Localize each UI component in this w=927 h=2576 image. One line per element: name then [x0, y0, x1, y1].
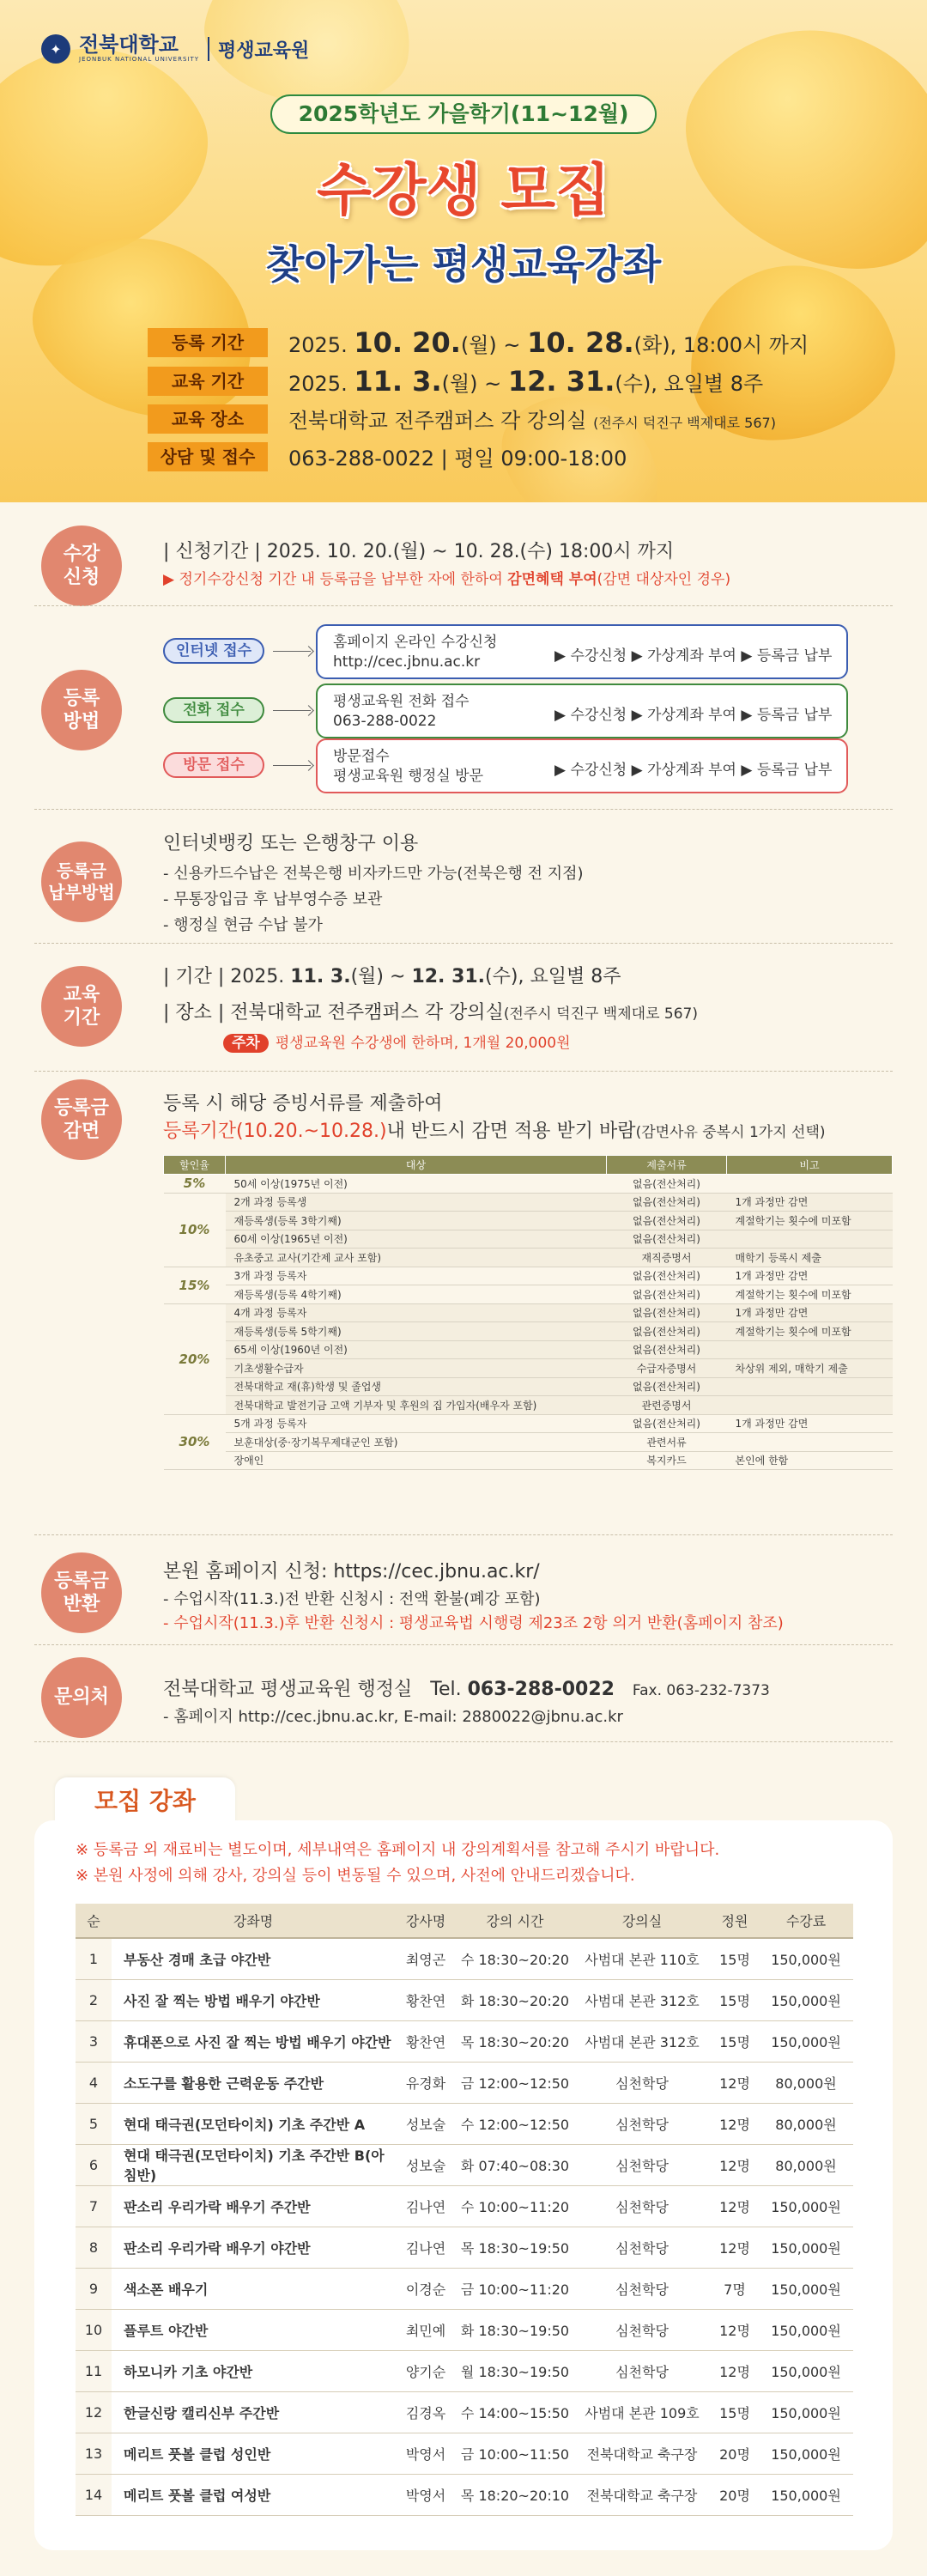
- course-number: 12: [76, 2391, 112, 2433]
- table-row: [164, 1303, 893, 1322]
- payment-title: 인터넷뱅킹 또는 은행창구 이용: [163, 833, 419, 854]
- course-instructor: 이경순: [395, 2268, 457, 2309]
- discount-note: 1개 과정만 감면: [727, 1414, 893, 1433]
- section-badge-refund: 등록금 반환: [41, 1552, 122, 1633]
- discount-note: 1개 과정만 감면: [727, 1193, 893, 1212]
- discount-note: 계절학기는 횟수에 미포함: [727, 1322, 893, 1341]
- table-header-row: [164, 1156, 893, 1175]
- university-emblem-icon: ✦: [41, 34, 70, 64]
- info-label: 교육 장소: [148, 404, 268, 434]
- course-capacity: 15명: [711, 1938, 759, 1979]
- section-divider: [34, 605, 893, 606]
- payment-item: - 무통장입금 후 납부영수증 보관: [163, 890, 383, 908]
- discount-target: 5개 과정 등록자: [226, 1414, 607, 1433]
- period-dates: | 기간 | 2025. 11. 3.(월) ~ 12. 31.(수), 요일별 8주: [163, 966, 621, 987]
- discount-note: 계절학기는 횟수에 미포함: [727, 1285, 893, 1304]
- logo-department: 평생교육원: [218, 39, 310, 62]
- course-room: 심천학당: [573, 2227, 711, 2268]
- courses-panel: [34, 1820, 893, 2550]
- course-instructor: 김나연: [395, 2227, 457, 2268]
- discount-doc: 관련서류: [607, 1433, 727, 1452]
- discount-rate: 5%: [164, 1175, 226, 1194]
- table-row: [164, 1414, 893, 1433]
- discount-doc: 없음(전산처리): [607, 1322, 727, 1341]
- course-instructor: 김나연: [395, 2185, 457, 2227]
- discount-doc: 복지카드: [607, 1451, 727, 1470]
- course-capacity: 15명: [711, 1979, 759, 2020]
- discount-note: 매학기 등록시 제출: [727, 1249, 893, 1267]
- table-header-row: [76, 1904, 853, 1938]
- course-time: 수 14:00~15:50: [457, 2391, 573, 2433]
- logo-university-name: 전북대학교: [79, 33, 179, 57]
- discount-note: [727, 1433, 893, 1452]
- payment-item: - 행정실 현금 수납 불가: [163, 916, 323, 934]
- course-instructor: 최민예: [395, 2309, 457, 2350]
- table-row[interactable]: [76, 2185, 853, 2227]
- table-row: [164, 1175, 893, 1194]
- table-row[interactable]: [76, 2391, 853, 2433]
- course-capacity: 12명: [711, 2062, 759, 2103]
- course-name: 하모니카 기초 야간반: [112, 2350, 395, 2391]
- method-desc: 평생교육원 전화 접수 063-288-0022: [333, 693, 470, 730]
- logo-divider: [208, 37, 209, 61]
- method-desc: 방문접수 평생교육원 행정실 방문: [333, 748, 484, 785]
- course-fee: 80,000원: [759, 2062, 853, 2103]
- course-fee: 150,000원: [759, 2309, 853, 2350]
- column-header: 순: [76, 1904, 112, 1938]
- course-capacity: 12명: [711, 2350, 759, 2391]
- method-desc: 홈페이지 온라인 수강신청 http://cec.jbnu.ac.kr: [333, 634, 498, 671]
- discount-doc: 없음(전산처리): [607, 1212, 727, 1230]
- course-capacity: 12명: [711, 2103, 759, 2144]
- course-fee: 150,000원: [759, 2268, 853, 2309]
- section-divider: [34, 809, 893, 810]
- info-row-place: [148, 404, 776, 434]
- course-fee: 150,000원: [759, 2433, 853, 2474]
- discount-target: 장애인: [226, 1451, 607, 1470]
- discount-table: [163, 1155, 893, 1470]
- info-label: 상담 및 접수: [148, 442, 268, 471]
- course-room: 전북대학교 축구장: [573, 2474, 711, 2515]
- table-row: [164, 1285, 893, 1304]
- discount-target: 재등록생(등록 4학기째): [226, 1285, 607, 1304]
- discount-doc: 없음(전산처리): [607, 1285, 727, 1304]
- discount-target: 재등록생(등록 5학기째): [226, 1322, 607, 1341]
- course-fee: 150,000원: [759, 2350, 853, 2391]
- course-capacity: 15명: [711, 2020, 759, 2062]
- course-capacity: 12명: [711, 2309, 759, 2350]
- discount-rate: 10%: [164, 1193, 226, 1267]
- course-fee: 150,000원: [759, 2391, 853, 2433]
- table-row[interactable]: [76, 2227, 853, 2268]
- discount-doc: 없음(전산처리): [607, 1340, 727, 1359]
- course-name: 색소폰 배우기: [112, 2268, 395, 2309]
- table-row: [164, 1193, 893, 1212]
- table-row[interactable]: [76, 1979, 853, 2020]
- info-value: 063-288-0022 | 평일 09:00-18:00: [288, 447, 627, 471]
- discount-target: 3개 과정 등록자: [226, 1267, 607, 1285]
- section-divider: [34, 943, 893, 944]
- table-row: [164, 1340, 893, 1359]
- page-subtitle: 찾아가는 평생교육강좌: [265, 241, 662, 288]
- table-row: [164, 1249, 893, 1267]
- parking-tag: 주차: [223, 1034, 269, 1053]
- course-instructor: 김경옥: [395, 2391, 457, 2433]
- column-header: 강사명: [395, 1904, 457, 1938]
- section-badge-discount: 등록금 감면: [41, 1079, 122, 1160]
- course-number: 6: [76, 2144, 112, 2185]
- course-fee: 150,000원: [759, 2185, 853, 2227]
- discount-target: 재등록생(등록 3학기째): [226, 1212, 607, 1230]
- table-row[interactable]: [76, 2474, 853, 2515]
- course-name: 휴대폰으로 사진 잘 찍는 방법 배우기 야간반: [112, 2020, 395, 2062]
- course-time: 화 18:30~20:20: [457, 1979, 573, 2020]
- register-tag-internet: 인터넷 접수: [163, 638, 264, 664]
- courses-tab: 모집 강좌: [55, 1777, 235, 1826]
- course-name: 현대 태극권(모던타이치) 기초 주간반 B(아침반): [112, 2144, 395, 2185]
- course-time: 금 12:00~12:50: [457, 2062, 573, 2103]
- course-instructor: 박영서: [395, 2433, 457, 2474]
- course-number: 3: [76, 2020, 112, 2062]
- course-room: 전북대학교 축구장: [573, 2433, 711, 2474]
- method-steps: ▶ 수강신청 ▶ 가상계좌 부여 ▶ 등록금 납부: [554, 647, 833, 665]
- column-header: 제출서류: [607, 1156, 727, 1175]
- arrow-icon: [273, 710, 311, 711]
- courses-notice: ※ 본원 사정에 의해 강사, 강의실 등이 변동될 수 있으며, 사전에 안내드리겠습니다.: [76, 1867, 635, 1885]
- course-fee: 80,000원: [759, 2144, 853, 2185]
- course-name: 메리트 풋볼 클럽 성인반: [112, 2433, 395, 2474]
- refund-line1: 본원 홈페이지 신청: https://cec.jbnu.ac.kr/: [163, 1561, 540, 1583]
- column-header: 강좌명: [112, 1904, 395, 1938]
- course-name: 판소리 우리가락 배우기 야간반: [112, 2227, 395, 2268]
- apply-note: ▶ 정기수강신청 기간 내 등록금을 납부한 자에 한하여 감면혜택 부여(감면 대상자인 경우): [163, 571, 731, 588]
- table-row[interactable]: [76, 2268, 853, 2309]
- arrow-icon: [273, 765, 311, 766]
- course-instructor: 양기순: [395, 2350, 457, 2391]
- discount-target: 전북대학교 발전기금 고액 기부자 및 후원의 집 가입자(배우자 포함): [226, 1396, 607, 1415]
- section-divider: [34, 1741, 893, 1742]
- discount-target: 유초중고 교사(기간제 교사 포함): [226, 1249, 607, 1267]
- register-method-visit: [316, 738, 848, 793]
- table-row[interactable]: [76, 2433, 853, 2474]
- info-label: 등록 기간: [148, 328, 268, 357]
- info-value: 2025. 10. 20.(월) ~ 10. 28.(화), 18:00시 까지: [288, 326, 809, 359]
- discount-rate: 30%: [164, 1414, 226, 1470]
- course-number: 7: [76, 2185, 112, 2227]
- course-time: 수 10:00~11:20: [457, 2185, 573, 2227]
- discount-target: 보훈대상(중·장기복무제대군인 포함): [226, 1433, 607, 1452]
- course-name: 소도구를 활용한 근력운동 주간반: [112, 2062, 395, 2103]
- course-number: 13: [76, 2433, 112, 2474]
- course-room: 사범대 본관 312호: [573, 2020, 711, 2062]
- course-number: 10: [76, 2309, 112, 2350]
- table-row[interactable]: [76, 2062, 853, 2103]
- course-instructor: 황찬연: [395, 2020, 457, 2062]
- table-row: [164, 1267, 893, 1285]
- period-place: | 장소 | 전북대학교 전주캠퍼스 각 강의실(전주시 덕진구 백제대로 567): [163, 1002, 698, 1024]
- table-row: [164, 1396, 893, 1415]
- discount-note: 계절학기는 횟수에 미포함: [727, 1212, 893, 1230]
- table-row[interactable]: [76, 2309, 853, 2350]
- info-row-period: [148, 365, 763, 398]
- info-value: 전북대학교 전주캠퍼스 각 강의실 (전주시 덕진구 백제대로 567): [288, 409, 776, 433]
- apply-period: | 신청기간 | 2025. 10. 20.(월) ~ 10. 28.(수) 18:00시 까지: [163, 541, 675, 562]
- discount-note: [727, 1377, 893, 1396]
- info-label: 교육 기간: [148, 367, 268, 396]
- course-room: 심천학당: [573, 2309, 711, 2350]
- course-instructor: 성보술: [395, 2103, 457, 2144]
- column-header: 정원: [711, 1904, 759, 1938]
- course-name: 플루트 야간반: [112, 2309, 395, 2350]
- university-logo[interactable]: [41, 34, 309, 64]
- course-time: 수 18:30~20:20: [457, 1938, 573, 1979]
- course-time: 금 10:00~11:20: [457, 2268, 573, 2309]
- course-room: 사범대 본관 109호: [573, 2391, 711, 2433]
- course-number: 9: [76, 2268, 112, 2309]
- discount-target: 65세 이상(1960년 이전): [226, 1340, 607, 1359]
- section-badge-apply: 수강 신청: [41, 526, 122, 606]
- discount-note: [727, 1396, 893, 1415]
- table-row[interactable]: [76, 1938, 853, 1979]
- method-steps: ▶ 수강신청 ▶ 가상계좌 부여 ▶ 등록금 납부: [554, 762, 833, 779]
- table-row: [164, 1230, 893, 1249]
- column-header: 강의실: [573, 1904, 711, 1938]
- discount-doc: 없음(전산처리): [607, 1230, 727, 1249]
- course-instructor: 성보술: [395, 2144, 457, 2185]
- course-name: 메리트 풋볼 클럽 여성반: [112, 2474, 395, 2515]
- course-time: 화 07:40~08:30: [457, 2144, 573, 2185]
- discount-target: 전북대학교 재(휴)학생 및 졸업생: [226, 1377, 607, 1396]
- column-header: 강의 시간: [457, 1904, 573, 1938]
- hero-banner: [0, 0, 927, 502]
- course-capacity: 15명: [711, 2391, 759, 2433]
- course-number: 14: [76, 2474, 112, 2515]
- course-fee: 150,000원: [759, 1979, 853, 2020]
- course-capacity: 20명: [711, 2474, 759, 2515]
- course-fee: 150,000원: [759, 1938, 853, 1979]
- course-time: 화 18:30~19:50: [457, 2309, 573, 2350]
- course-name: 사진 잘 찍는 방법 배우기 야간반: [112, 1979, 395, 2020]
- discount-doc: 없음(전산처리): [607, 1414, 727, 1433]
- contact-line2: - 홈페이지 http://cec.jbnu.ac.kr, E-mail: 2880022@jbnu.ac.kr: [163, 1708, 623, 1726]
- info-row-contact: [148, 441, 627, 471]
- discount-target: 기초생활수급자: [226, 1359, 607, 1378]
- discount-note: 1개 과정만 감면: [727, 1303, 893, 1322]
- info-row-registration: [148, 326, 809, 359]
- course-instructor: 황찬연: [395, 1979, 457, 2020]
- discount-note: [727, 1230, 893, 1249]
- course-room: 사범대 본관 110호: [573, 1938, 711, 1979]
- discount-note: [727, 1340, 893, 1359]
- course-room: 심천학당: [573, 2350, 711, 2391]
- table-row[interactable]: [76, 2020, 853, 2062]
- course-time: 목 18:30~19:50: [457, 2227, 573, 2268]
- course-time: 목 18:20~20:10: [457, 2474, 573, 2515]
- discount-doc: 없음(전산처리): [607, 1303, 727, 1322]
- course-name: 한글신랑 캘리신부 주간반: [112, 2391, 395, 2433]
- contact-line1: 전북대학교 평생교육원 행정실 Tel. 063-288-0022 Fax. 063-232-7373: [163, 1679, 770, 1700]
- column-header: 대상: [226, 1156, 607, 1175]
- section-divider: [34, 1534, 893, 1535]
- table-row[interactable]: [76, 2144, 853, 2185]
- column-header: 비고: [727, 1156, 893, 1175]
- course-number: 1: [76, 1938, 112, 1979]
- course-capacity: 20명: [711, 2433, 759, 2474]
- course-time: 수 12:00~12:50: [457, 2103, 573, 2144]
- course-capacity: 12명: [711, 2185, 759, 2227]
- course-name: 판소리 우리가락 배우기 주간반: [112, 2185, 395, 2227]
- discount-target: 60세 이상(1965년 이전): [226, 1230, 607, 1249]
- course-number: 2: [76, 1979, 112, 2020]
- course-name: 현대 태극권(모던타이치) 기초 주간반 A: [112, 2103, 395, 2144]
- course-number: 5: [76, 2103, 112, 2144]
- table-row: [164, 1322, 893, 1341]
- course-room: 심천학당: [573, 2103, 711, 2144]
- discount-note: 1개 과정만 감면: [727, 1267, 893, 1285]
- table-row: [164, 1377, 893, 1396]
- discount-doc: 수급자증명서: [607, 1359, 727, 1378]
- course-room: 심천학당: [573, 2268, 711, 2309]
- section-badge-contact: 문의처: [41, 1657, 122, 1738]
- discount-note: 차상위 제외, 매학기 제출: [727, 1359, 893, 1378]
- table-row: [164, 1433, 893, 1452]
- discount-doc: 없음(전산처리): [607, 1175, 727, 1194]
- course-instructor: 박영서: [395, 2474, 457, 2515]
- discount-doc: 재직증명서: [607, 1249, 727, 1267]
- page-title: 수강생 모집: [317, 157, 610, 223]
- column-header: 수강료: [759, 1904, 853, 1938]
- logo-university-name-en: JEONBUK NATIONAL UNIVERSITY: [79, 56, 200, 63]
- course-capacity: 12명: [711, 2144, 759, 2185]
- discount-doc: 없음(전산처리): [607, 1377, 727, 1396]
- discount-rate: 15%: [164, 1267, 226, 1303]
- discount-note: [727, 1175, 893, 1194]
- course-fee: 150,000원: [759, 2020, 853, 2062]
- course-number: 8: [76, 2227, 112, 2268]
- course-instructor: 최영곤: [395, 1938, 457, 1979]
- course-number: 4: [76, 2062, 112, 2103]
- discount-line1: 등록 시 해당 증빙서류를 제출하여: [163, 1093, 443, 1115]
- course-room: 심천학당: [573, 2144, 711, 2185]
- refund-line2: - 수업시작(11.3.)전 반환 신청시 : 전액 환불(폐강 포함): [163, 1590, 541, 1608]
- discount-target: 2개 과정 등록생: [226, 1193, 607, 1212]
- discount-doc: 없음(전산처리): [607, 1193, 727, 1212]
- discount-rate: 20%: [164, 1303, 226, 1414]
- table-row[interactable]: [76, 2350, 853, 2391]
- table-row: [164, 1359, 893, 1378]
- course-time: 목 18:30~20:20: [457, 2020, 573, 2062]
- course-number: 11: [76, 2350, 112, 2391]
- discount-doc: 관련증명서: [607, 1396, 727, 1415]
- register-tag-visit: 방문 접수: [163, 752, 264, 778]
- discount-line2: 등록기간(10.20.~10.28.)내 반드시 감면 적용 받기 바람(감면사유 중복시 1가지 선택): [163, 1121, 826, 1142]
- discount-target: 50세 이상(1975년 이전): [226, 1175, 607, 1194]
- discount-note: 본인에 한함: [727, 1451, 893, 1470]
- course-time: 월 18:30~19:50: [457, 2350, 573, 2391]
- table-row[interactable]: [76, 2103, 853, 2144]
- info-value: 2025. 11. 3.(월) ~ 12. 31.(수), 요일별 8주: [288, 365, 764, 398]
- term-badge: 2025학년도 가을학기(11~12월): [270, 94, 657, 134]
- course-instructor: 유경화: [395, 2062, 457, 2103]
- course-time: 금 10:00~11:50: [457, 2433, 573, 2474]
- course-fee: 150,000원: [759, 2474, 853, 2515]
- course-room: 심천학당: [573, 2062, 711, 2103]
- section-divider: [34, 1071, 893, 1072]
- course-fee: 80,000원: [759, 2103, 853, 2144]
- method-steps: ▶ 수강신청 ▶ 가상계좌 부여 ▶ 등록금 납부: [554, 707, 833, 724]
- discount-target: 4개 과정 등록자: [226, 1303, 607, 1322]
- course-capacity: 7명: [711, 2268, 759, 2309]
- column-header: 할인율: [164, 1156, 226, 1175]
- courses-table: [76, 1904, 853, 2516]
- table-row: [164, 1212, 893, 1230]
- course-capacity: 12명: [711, 2227, 759, 2268]
- arrow-icon: [273, 651, 311, 652]
- refund-line3: - 수업시작(11.3.)후 반환 신청시 : 평생교육법 시행령 제23조 2항 의거 반환(홈페이지 참조): [163, 1614, 784, 1632]
- section-divider: [34, 1644, 893, 1645]
- section-badge-register: 등록 방법: [41, 670, 122, 750]
- register-method-phone: [316, 683, 848, 738]
- section-badge-payment: 등록금 납부방법: [41, 841, 122, 922]
- register-method-internet: [316, 624, 848, 679]
- parking-note: 주차 평생교육원 수강생에 한하며, 1개월 20,000원: [223, 1030, 571, 1052]
- payment-item: - 신용카드수납은 전북은행 비자카드만 가능(전북은행 전 지점): [163, 865, 584, 883]
- table-row: [164, 1451, 893, 1470]
- course-room: 심천학당: [573, 2185, 711, 2227]
- course-fee: 150,000원: [759, 2227, 853, 2268]
- section-badge-period: 교육 기간: [41, 966, 122, 1047]
- discount-doc: 없음(전산처리): [607, 1267, 727, 1285]
- courses-notice: ※ 등록금 외 재료비는 별도이며, 세부내역은 홈페이지 내 강의계획서를 참고해 주시기 바랍니다.: [76, 1841, 720, 1859]
- course-name: 부동산 경매 초급 야간반: [112, 1938, 395, 1979]
- register-tag-phone: 전화 접수: [163, 697, 264, 723]
- course-room: 사범대 본관 312호: [573, 1979, 711, 2020]
